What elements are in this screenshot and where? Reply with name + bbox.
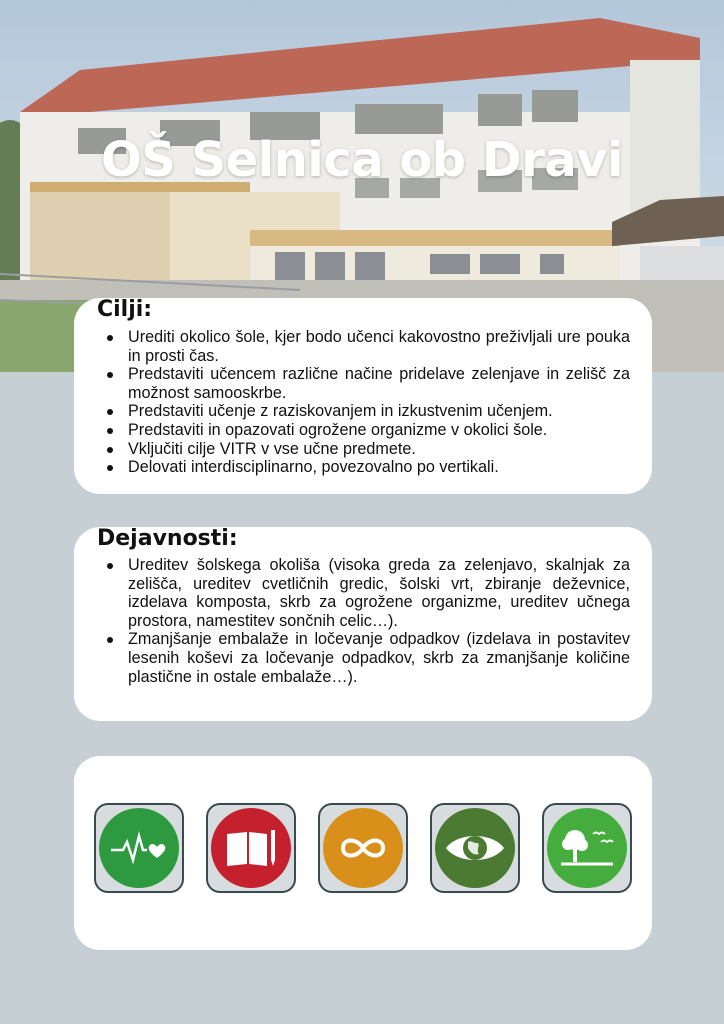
tree-birds-icon: [542, 803, 632, 893]
education-book-icon: [206, 803, 296, 893]
list-item: Delovati interdisciplinarno, povezovalno po vertikali.: [104, 458, 630, 477]
list-item: Predstaviti in opazovati ogrožene organizme v okolici šole.: [104, 421, 630, 440]
list-item: Predstaviti učenje z raziskovanjem in izkustvenim učenjem.: [104, 402, 630, 421]
page-title: OŠ Selnica ob Dravi: [100, 132, 624, 188]
activities-list: [104, 556, 630, 686]
sdg-icons-row: [94, 803, 636, 897]
health-heartbeat-icon: [94, 803, 184, 893]
list-item: Vključiti cilje VITR v vse učne predmete.: [104, 440, 630, 459]
globe-eye-icon: [430, 803, 520, 893]
list-item: Ureditev šolskega okoliša (visoka greda za zelenjavo, skalnjak za zelišča, ureditev cvetličnih gredic, šolski vrt, zbiranje deževnice, izdelava komposta, skrb za ogrožene organizme, ureditev učnega prostora, namestitev sončnih celic…).: [104, 556, 630, 630]
infinity-icon: [318, 803, 408, 893]
list-item: Zmanjšanje embalaže in ločevanje odpadkov (izdelava in postavitev lesenih koševi za ločevanje odpadkov, skrb za zmanjšanje količine plastične in ostale embalaže…).: [104, 630, 630, 686]
goals-list: [104, 328, 630, 477]
goals-heading: Cilji:: [97, 297, 153, 322]
activities-heading: Dejavnosti:: [97, 526, 238, 551]
list-item: Urediti okolico šole, kjer bodo učenci kakovostno preživljali ure pouka in prosti čas.: [104, 328, 630, 365]
list-item: Predstaviti učencem različne načine pridelave zelenjave in zelišč za možnost samooskrbe.: [104, 365, 630, 402]
